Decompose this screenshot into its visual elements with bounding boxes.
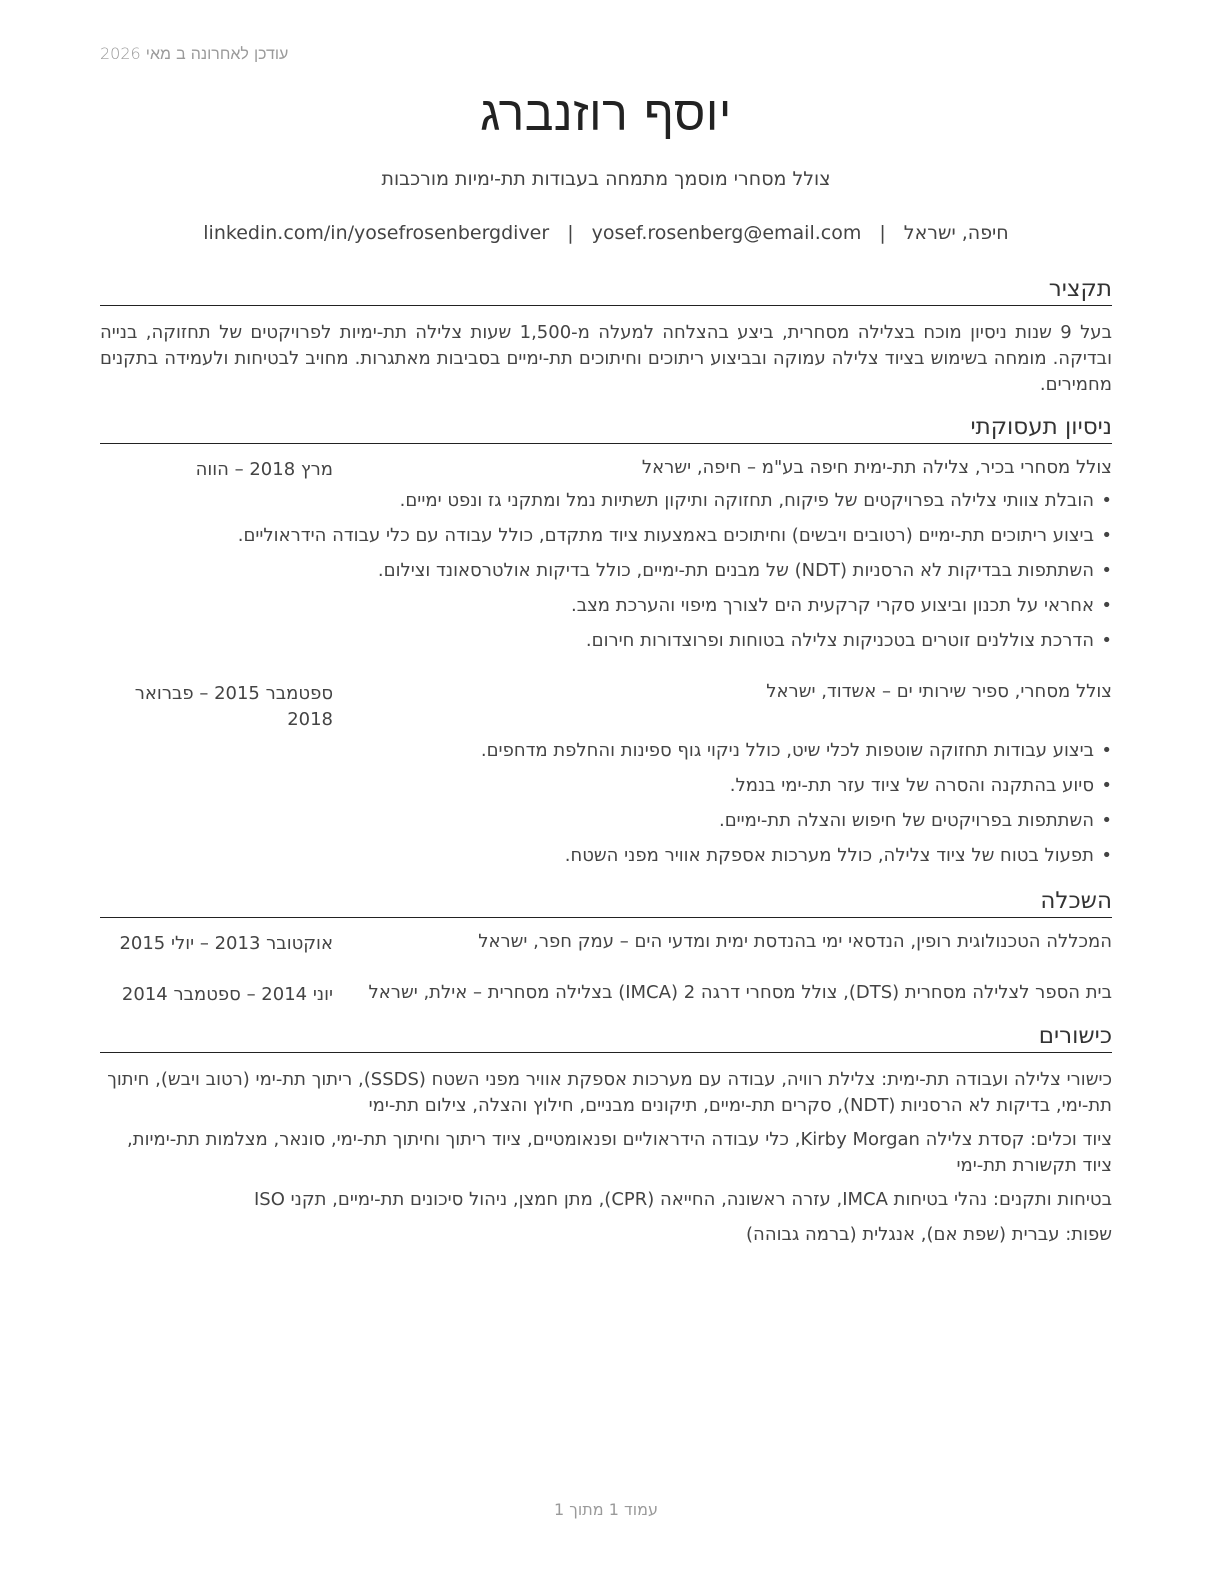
list-item: • תפעול בטוח של ציוד צלילה, כולל מערכות אספקת אוויר מפני השטח. xyxy=(100,843,1112,878)
section-title-experience: ניסיון תעסוקתי xyxy=(100,412,1112,444)
skill-line: ציוד וכלים: קסדת צלילה Kirby Morgan, כלי עבודה הידראוליים ופנאומטיים, ציוד ריתוך וחיתוך תת-ימי, סונאר, מצלמות תת-ימיות, ציוד תקשורת תת-ימי xyxy=(127,1129,1112,1176)
tagline: צולל מסחרי מוסמך מתמחה בעבודות תת-ימיות מורכבות xyxy=(381,168,831,190)
job-bullets xyxy=(100,738,1112,878)
skill-line: שפות: עברית (שפת אם), אנגלית (ברמה גבוהה) xyxy=(746,1224,1112,1245)
page-number: עמוד 1 מתוך 1 xyxy=(554,1500,658,1519)
summary-text: בעל 9 שנות ניסיון מוכח בצלילה מסחרית, ביצע בהצלחה למעלה מ-1,500 שעות צלילה תת-ימיות לפרויקטים של תחזוקה, בנייה ובדיקה. מומחה בשימוש בציוד צלילה עמוקה ובביצוע ריתוכים וחיתוכים תת-ימיים בסביבות מאתגרות. מחויב לבטיחות ולעמידה בתקנים מחמירים. xyxy=(100,322,1112,395)
list-item: • הובלת צוותי צלילה בפרויקטים של פיקוח, תחזוקה ותיקון תשתיות נמל ומתקני גז ונפט ימיים. xyxy=(100,488,1112,523)
list-item: • אחראי על תכנון וביצוע סקרי קרקעית הים לצורך מיפוי והערכת מצב. xyxy=(100,593,1112,628)
list-item: • ביצוע עבודות תחזוקה שוטפות לכלי שיט, כולל ניקוי גוף ספינות והחלפת מדחפים. xyxy=(100,738,1112,773)
list-item: • השתתפות בבדיקות לא הרסניות (NDT) של מבנים תת-ימיים, כולל בדיקות אולטרסאונד וצילום. xyxy=(100,558,1112,593)
separator: | xyxy=(567,222,574,244)
email-link[interactable]: yosef.rosenberg@email.com xyxy=(591,222,862,244)
list-item: • סיוע בהתקנה והסרה של ציוד עזר תת-ימי בנמל. xyxy=(100,773,1112,808)
job-title: צולל מסחרי, ספיר שירותי ים – אשדוד, ישראל xyxy=(766,681,1112,702)
last-updated: עודכן לאחרונה ב מאי 2026 xyxy=(100,44,289,63)
job-row xyxy=(100,457,1112,483)
section-title-skills: כישורים xyxy=(100,1021,1112,1053)
list-item: • השתתפות בפרויקטים של חיפוש והצלה תת-ימיים. xyxy=(100,808,1112,843)
section-title-summary: תקציר xyxy=(100,274,1112,306)
job-dates: ספטמבר 2015 – פברואר 2018 xyxy=(134,683,333,730)
education-row xyxy=(100,982,1112,1008)
section-title-education: השכלה xyxy=(100,886,1112,918)
skill-line: בטיחות ותקנים: נהלי בטיחות IMCA, עזרה ראשונה, החייאה (CPR), מתן חמצן, ניהול סיכונים תת-ימיים, תקני ISO xyxy=(253,1189,1112,1210)
education-dates: יוני 2014 – ספטמבר 2014 xyxy=(121,984,333,1005)
job-title: צולל מסחרי בכיר, צלילה תת-ימית חיפה בע"מ – חיפה, ישראל xyxy=(641,457,1112,478)
education-row xyxy=(100,931,1112,957)
skill-line: כישורי צלילה ועבודה תת-ימית: צלילת רוויה, עבודה עם מערכות אספקת אוויר מפני השטח (SSDS), ריתוך תת-ימי (רטוב ויבש), חיתוך תת-ימי, בדיקות לא הרסניות (NDT), סקרים תת-ימיים, תיקונים מבניים, חילוץ והצלה, צילום תת-ימי xyxy=(107,1069,1112,1116)
separator: | xyxy=(879,222,886,244)
list-item: • ביצוע ריתוכים תת-ימיים (רטובים ויבשים) וחיתוכים באמצעות ציוד מתקדם, כולל עבודה עם כלי עבודה הידראוליים. xyxy=(100,523,1112,558)
list-item: • הדרכת צוללנים זוטרים בטכניקות צלילה בטוחות ופרוצדורות חירום. xyxy=(100,628,1112,663)
education-dates: אוקטובר 2013 – יולי 2015 xyxy=(119,933,333,954)
education-entry: המכללה הטכנולוגית רופין, הנדסאי ימי בהנדסת ימית ומדעי הים – עמק חפר, ישראל xyxy=(478,931,1112,952)
job-dates: מרץ 2018 – הווה xyxy=(195,459,333,480)
linkedin-link[interactable]: linkedin.com/in/yosefrosenbergdiver xyxy=(203,222,550,244)
job-row xyxy=(100,681,1112,733)
contact-line xyxy=(100,222,1112,244)
candidate-name: יוסף רוזנברג xyxy=(480,86,732,142)
location: חיפה, ישראל xyxy=(903,222,1009,244)
job-bullets xyxy=(100,488,1112,663)
resume-page xyxy=(100,0,1112,1584)
education-entry: בית הספר לצלילה מסחרית (DTS), צולל מסחרי דרגה 2 (IMCA) בצלילה מסחרית – אילת, ישראל xyxy=(368,982,1112,1003)
